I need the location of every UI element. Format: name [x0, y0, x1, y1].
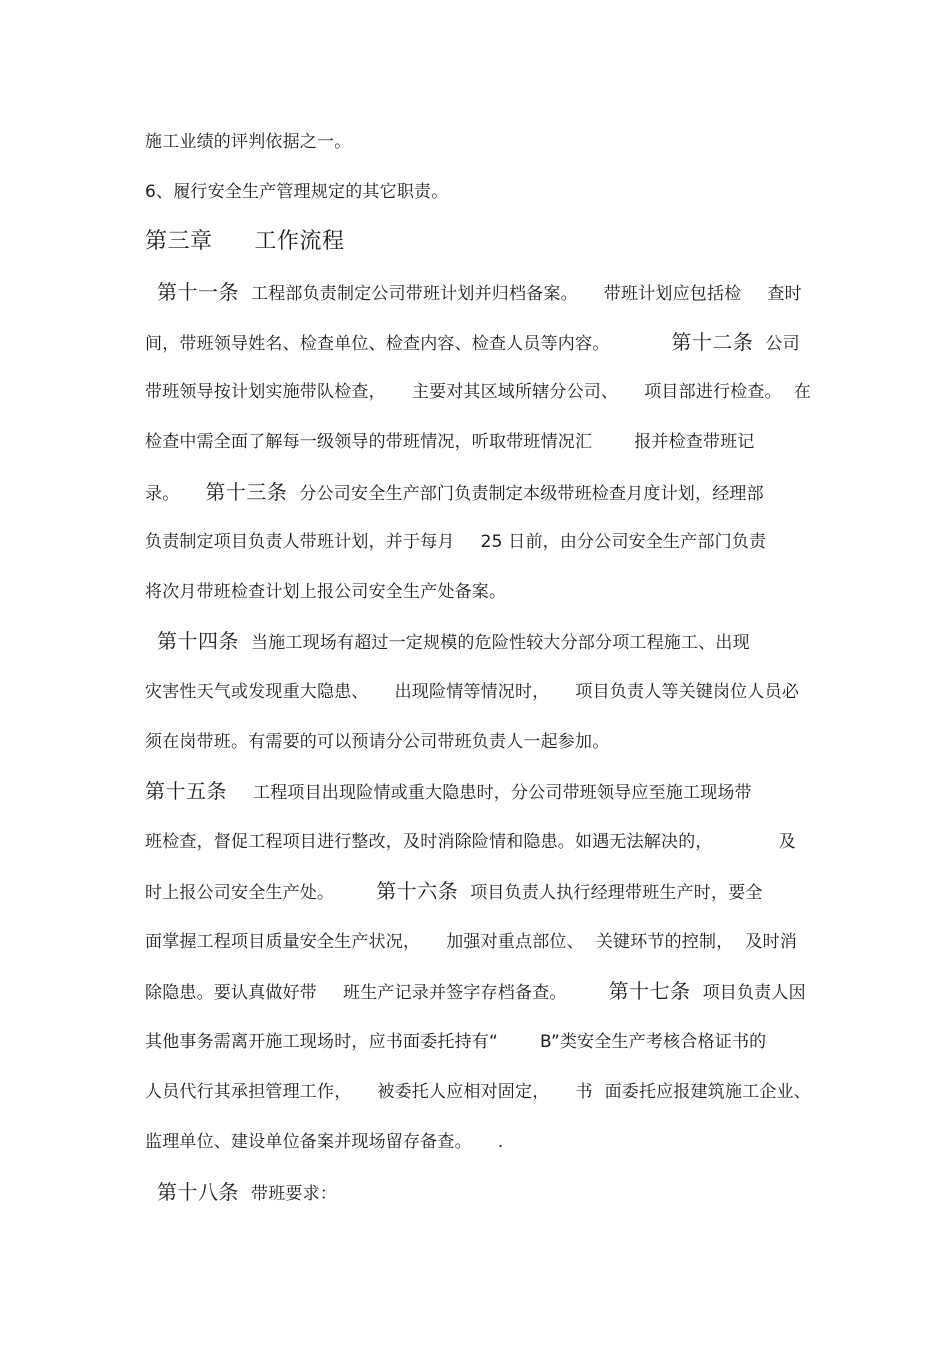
text-segment: 间，带班领导姓名、检查单位、检查内容、检查人员等内容。 — [145, 334, 610, 354]
text-segment: 其他事务需离开施工现场时，应书面委托持有“ — [145, 1032, 499, 1052]
text-segment: 被委托人应相对固定， — [377, 1082, 550, 1102]
text-line-17 — [145, 931, 797, 953]
text-segment: 灾害性天气或发现重大隐患、 — [145, 682, 369, 702]
text-segment: 面掌握工程项目质量安全生产状况， — [145, 932, 421, 952]
text-line-1 — [145, 131, 351, 153]
text-segment: 项目部进行检查。 — [644, 382, 782, 402]
article-number: 第十七条 — [608, 979, 691, 1003]
text-segment: 班检查，督促工程项目进行整改，及时消除险情和隐患。如遇无法解决的， — [145, 832, 713, 852]
text-segment: 分公司安全生产部门负责制定本级带班检查月度计划，经理部 — [299, 484, 764, 504]
text-line-5 — [145, 331, 800, 355]
text-line-21 — [145, 1131, 503, 1153]
text-line-11 — [157, 630, 750, 654]
article-number: 第十六条 — [376, 879, 459, 903]
text-segment: . — [497, 1132, 504, 1152]
text-segment: 将次月带班检查计划上报公司安全生产处备案。 — [145, 582, 507, 602]
text-line-14 — [145, 780, 752, 804]
text-segment: 录。 — [145, 484, 180, 504]
text-segment: 书 — [575, 1082, 593, 1102]
text-segment: 关键环节的控制， — [595, 932, 734, 952]
text-segment: 工程项目出现险情或重大隐患时，分公司带班领导应至施工现场带 — [253, 783, 752, 803]
article-number: 第十二条 — [671, 330, 754, 354]
text-segment: 时上报公司安全生产处。 — [145, 883, 335, 903]
text-segment: 工程部负责制定公司带班计划并归档备案。 — [251, 284, 578, 304]
text-line-6 — [145, 381, 811, 403]
text-segment: 及时消 — [745, 932, 798, 952]
text-segment: 监理单位、建设单位备案并现场留存备查。 — [145, 1132, 472, 1152]
text-segment: 检查中需全面了解每一级领导的带班情况，听取带班情况汇 — [145, 432, 593, 452]
text-segment: 及 — [778, 832, 796, 852]
text-line-7 — [145, 431, 755, 453]
text-line-10 — [145, 581, 506, 603]
text-line-2 — [145, 181, 448, 203]
text-segment: 加强对重点部位、 — [446, 932, 584, 952]
text-segment: 带班计划应包括检 — [603, 284, 742, 304]
text-segment: 人员代行其承担管理工作， — [145, 1082, 352, 1102]
text-line-19 — [145, 1031, 766, 1053]
chapter-title: 工作流程 — [254, 229, 345, 254]
text-line-9 — [145, 531, 766, 553]
text-segment: 面委托应报建筑施工企业、 — [604, 1082, 812, 1102]
article-number: 第十五条 — [145, 779, 227, 803]
text-segment: 带班领导按计划实施带队检查， — [145, 382, 386, 402]
chapter-number: 第三章 — [145, 229, 213, 254]
text-segment: 查时 — [767, 284, 802, 304]
text-line-8 — [145, 481, 764, 505]
text-segment: 负责制定项目负责人带班计划，并于每月 — [145, 532, 455, 552]
text-line-12 — [145, 681, 799, 703]
text-line-13 — [145, 731, 609, 753]
text-line-16 — [145, 880, 763, 904]
text-segment: 除隐患。要认真做好带 — [145, 983, 317, 1003]
text-segment: 25 日前，由分公司安全生产部门负责 — [480, 532, 767, 552]
text-line-20 — [145, 1081, 811, 1103]
text-segment: 项目负责人执行经理带班生产时，要全 — [470, 883, 763, 903]
text-segment: 施工业绩的评判依据之一。 — [145, 132, 352, 152]
text-segment: 公司 — [765, 334, 800, 354]
text-segment: 在 — [793, 382, 812, 402]
text-segment: 出现险情等情况时， — [394, 682, 550, 702]
text-line-22 — [157, 1181, 337, 1205]
article-number: 第十一条 — [157, 280, 239, 304]
chapter-heading — [145, 228, 345, 256]
article-number: 第十八条 — [157, 1180, 239, 1204]
text-segment: 项目负责人等关键岗位人员必 — [575, 682, 800, 702]
text-segment: 6、履行安全生产管理规定的其它职责。 — [145, 182, 449, 202]
text-segment: 带班要求： — [251, 1184, 337, 1204]
article-number: 第十四条 — [157, 629, 239, 653]
text-segment: B”类安全生产考核合格证书的 — [540, 1032, 767, 1052]
article-number: 第十三条 — [205, 480, 288, 504]
text-segment: 须在岗带班。有需要的可以预请分公司带班负责人一起参加。 — [145, 732, 610, 752]
text-line-4 — [157, 281, 802, 305]
text-line-18 — [145, 980, 806, 1004]
text-segment: 班生产记录并签字存档备查。 — [343, 983, 567, 1003]
text-segment: 项目负责人因 — [702, 983, 806, 1003]
text-line-15 — [145, 831, 796, 853]
text-segment: 当施工现场有超过一定规模的危险性较大分部分项工程施工、出现 — [251, 633, 750, 653]
text-segment: 主要对其区域所辖分公司、 — [411, 382, 619, 402]
text-segment: 报并检查带班记 — [634, 432, 755, 452]
